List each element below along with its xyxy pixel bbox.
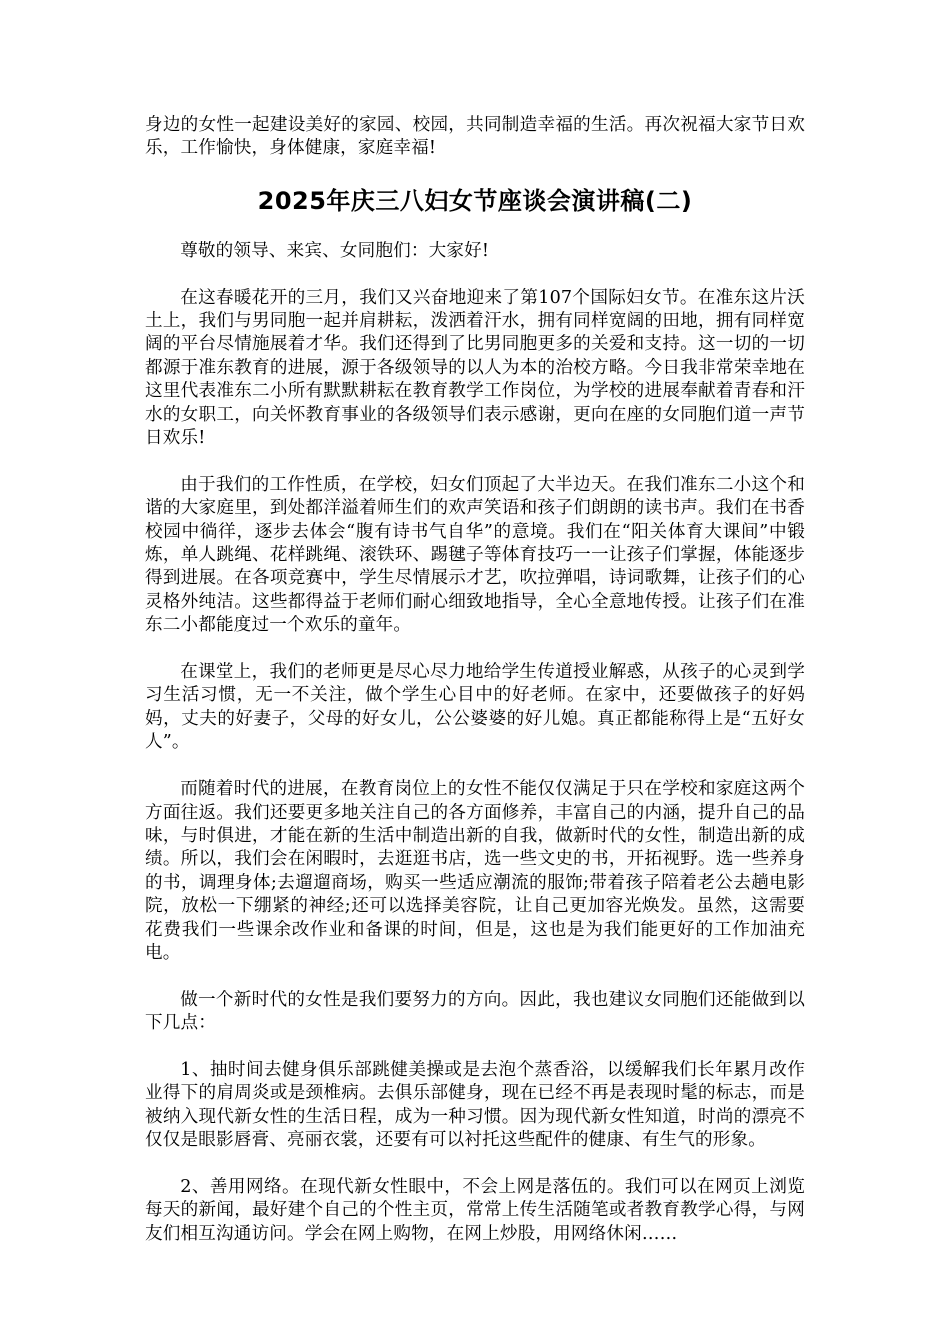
body-paragraph-4: 而随着时代的进展，在教育岗位上的女性不能仅仅满足于只在学校和家庭这两个方面往返。我们还要更多地关注自己的各方面修养，丰富自己的内涵，提升自己的品味，与时俱进，才能在新的生活中制造出新的自我，做新时代的女性，制造出新的成绩。所以，我们会在闲暇时，去逛逛书店，选一些文史的书，开拓视野。选一些养身的书，调理身体;去遛遛商场，购买一些适应潮流的服饰;带着孩子陪着老公去趟电影院，放松一下绷紧的神经;还可以选择美容院，让自己更加容光焕发。虽然，这需要花费我们一些课余改作业和备课的时间，但是，这也是为我们能更好的工作加油充电。: [145, 779, 805, 963]
list-item-paragraph-2: 2、善用网络。在现代新女性眼中，不会上网是落伍的。我们可以在网页上浏览每天的新闻，最好建个自己的个性主页，常常上传生活随笔或者教育教学心得，与网友们相互沟通访问。学会在网上购物，在网上炒股，用网络休闲……: [145, 1176, 805, 1244]
document-title: 2025年庆三八妇女节座谈会演讲稿(二): [257, 186, 693, 215]
body-paragraph-2: 由于我们的工作性质，在学校，妇女们顶起了大半边天。在我们准东二小这个和谐的大家庭里，到处都洋溢着师生们的欢声笑语和孩子们朗朗的读书声。我们在书香校园中徜徉，逐步去体会“腹有诗书气自华”的意境。我们在“阳关体育大课间”中锻炼，单人跳绳、花样跳绳、滚铁环、踢毽子等体育技巧一一让孩子们掌握，体能逐步得到进展。在各项竞赛中，学生尽情展示才艺，吹拉弹唱，诗词歌舞，让孩子们的心灵格外纯洁。这些都得益于老师们耐心细致地指导，全心全意地传授。让孩子们在准东二小都能度过一个欢乐的童年。: [145, 474, 805, 636]
body-paragraph-5: 做一个新时代的女性是我们要努力的方向。因此，我也建议女同胞们还能做到以下几点：: [145, 989, 805, 1034]
body-paragraph-1: 在这春暖花开的三月，我们又兴奋地迎来了第107个国际妇女节。在准东这片沃土上，我们与男同胞一起并肩耕耘，泼洒着汗水，拥有同样宽阔的田地，拥有同样宽阔的平台尽情施展着才华。我们还得到了比男同胞更多的关爱和支持。这一切的一切都源于准东教育的进展，源于各级领导的以人为本的治校方略。今日我非常荣幸地在这里代表准东二小所有默默耕耘在教育教学工作岗位，为学校的进展奉献着青春和汗水的女职工，向关怀教育事业的各级领导们表示感谢，更向在座的女同胞们道一声节日欢乐!: [145, 287, 805, 449]
intro-paragraph-tail: 身边的女性一起建设美好的家园、校园，共同制造幸福的生活。再次祝福大家节日欢乐，工作愉快，身体健康，家庭幸福!: [145, 115, 805, 159]
list-item-paragraph-1: 1、抽时间去健身俱乐部跳健美操或是去泡个蒸香浴，以缓解我们长年累月改作业得下的肩周炎或是颈椎病。去俱乐部健身，现在已经不再是表现时髦的标志，而是被纳入现代新女性的生活日程，成为一种习惯。因为现代新女性知道，时尚的漂亮不仅仅是眼影唇膏、亮丽衣裳，还要有可以衬托这些配件的健康、有生气的形象。: [145, 1059, 805, 1151]
greeting-paragraph: 尊敬的领导、来宾、女同胞们：大家好!: [180, 240, 490, 261]
body-paragraph-3: 在课堂上，我们的老师更是尽心尽力地给学生传道授业解惑，从孩子的心灵到学习生活习惯，无一不关注，做个学生心目中的好老师。在家中，还要做孩子的好妈妈，丈夫的好妻子，父母的好女儿，公公婆婆的好儿媳。真正都能称得上是“五好女人”。: [145, 662, 805, 753]
document-page: [145, 114, 805, 1246]
